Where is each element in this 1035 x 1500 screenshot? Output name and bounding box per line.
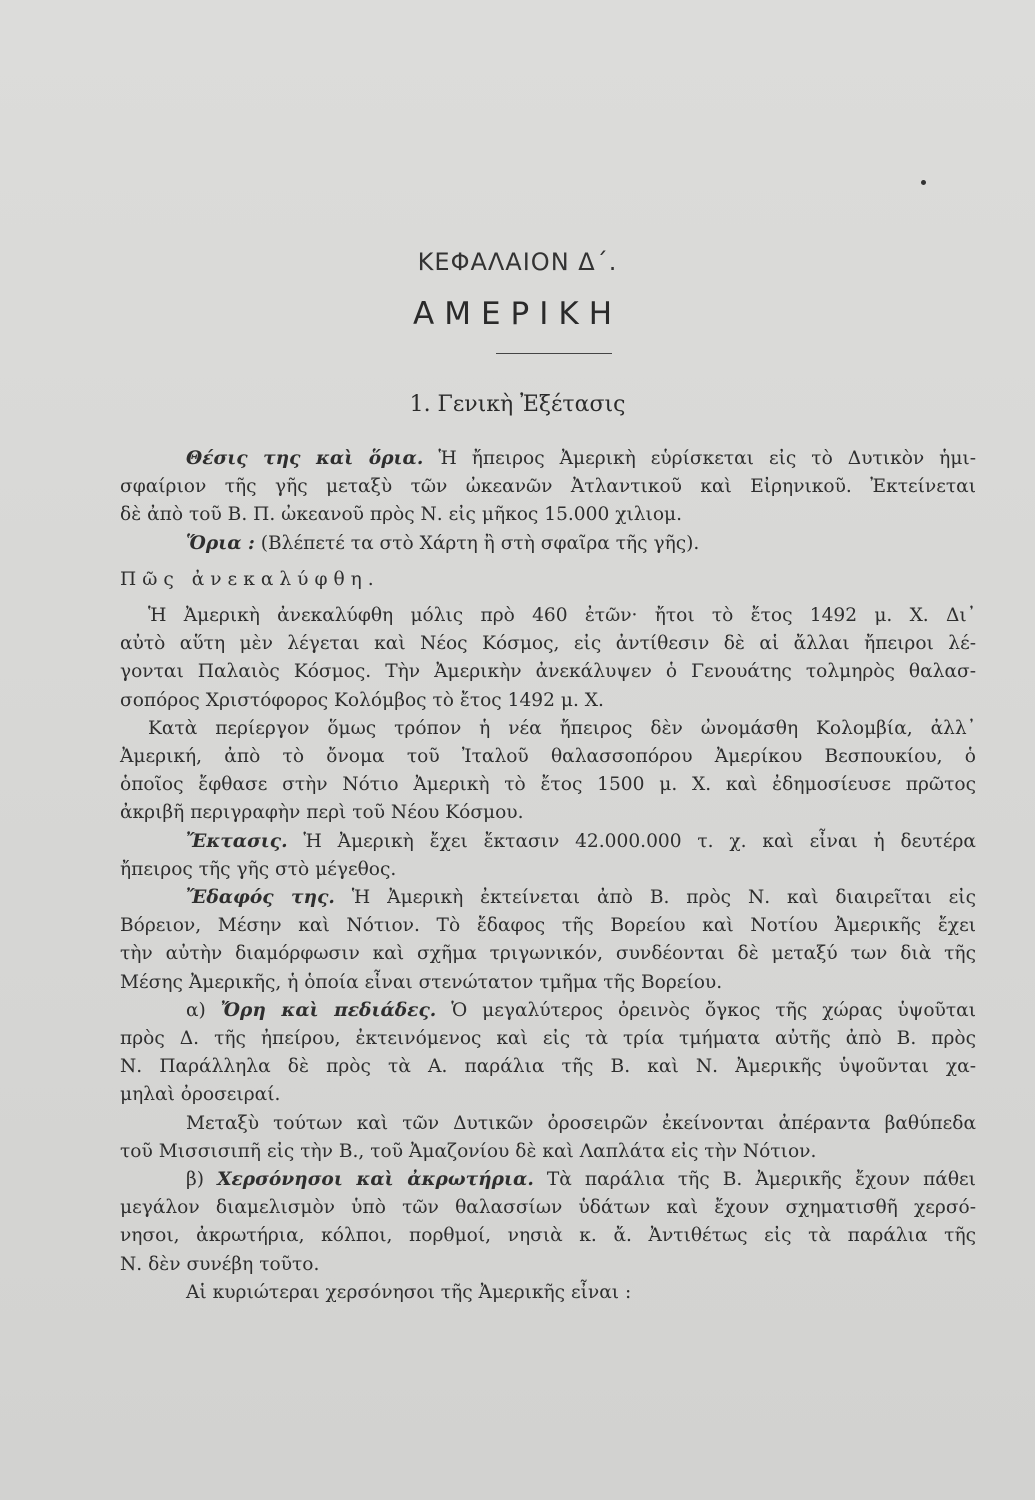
text-line: μεγάλον διαμελισμὸν ὑπὸ τῶν θαλασσίων ὑδάτων καὶ ἔχουν σχηματισθῆ χερσό- <box>120 1197 976 1219</box>
list-marker: β) <box>186 1169 205 1191</box>
paragraph-mountains <box>120 997 976 1025</box>
text-line: σοπόρος Χριστόφορος Κολόμβος τὸ ἔτος 1492 μ. Χ. <box>120 689 604 711</box>
text-line: Ἀμερική, ἀπὸ τὸ ὄνομα τοῦ Ἰταλοῦ θαλασσοπόρου Ἀμερίκου Βεσπουκίου, ὁ <box>120 746 976 768</box>
text-line: Αἱ κυριώτεραι χερσόνησοι τῆς Ἀμερικῆς εἶναι : <box>186 1281 632 1303</box>
run-in-heading: Θέσις της καὶ ὅρια. <box>186 448 424 469</box>
list-marker: α) <box>186 999 206 1021</box>
text-line: Μεταξὺ τούτων καὶ τῶν Δυτικῶν ὀροσειρῶν ἐκείνονται ἀπέραντα βαθύπεδα <box>186 1112 976 1134</box>
chapter-heading: ΚΕΦΑΛΑΙΟΝ Δ΄. <box>417 248 618 276</box>
paragraph-borders <box>120 530 976 558</box>
paragraph-position <box>120 445 976 473</box>
text-line: (Βλέπετέ τα στὸ Χάρτη ἢ στὴ σφαῖρα τῆς γῆς). <box>260 532 700 554</box>
body-text <box>120 445 976 1307</box>
text-line: ἤπειρος τῆς γῆς στὸ μέγεθος. <box>120 858 397 880</box>
text-line: τοῦ Μισσισιπῆ εἰς τὴν Β., τοῦ Ἀμαζονίου δὲ καὶ Λαπλάτα εἰς τὴν Νότιον. <box>120 1140 817 1162</box>
text-line: ἀκριβῆ περιγραφὴν περὶ τοῦ Νέου Κόσμου. <box>120 802 524 824</box>
text-line: Ἡ Ἀμερικὴ ἐκτείνεται ἀπὸ Β. πρὸς Ν. καὶ διαιρεῖται εἰς <box>351 887 976 909</box>
run-in-heading: Ὅρια : <box>186 532 255 554</box>
run-in-heading: Ὄρη καὶ πεδιάδες. <box>220 999 437 1021</box>
text-line: Κατὰ περίεργον ὅμως τρόπον ἡ νέα ἤπειρος δὲν ὠνομάσθη Κολομβία, ἀλλ᾿ <box>148 717 976 739</box>
text-line: Ἡ Ἀμερικὴ ἀνεκαλύφθη μόλις πρὸ 460 ἐτῶν· ἤτοι τὸ ἔτος 1492 μ. Χ. Δι᾿ <box>148 605 976 627</box>
text-line: Βόρειον, Μέσην καὶ Νότιον. Τὸ ἔδαφος τῆς Βορείου καὶ Νοτίου Ἀμερικῆς ἔχει <box>120 915 976 937</box>
subheading-discovery: Πῶς ἀνεκαλύφθη. <box>120 568 380 590</box>
section-heading: 1. Γενικὴ Ἐξέτασις <box>409 392 626 417</box>
run-in-heading: Χερσόνησοι καὶ ἀκρωτήρια. <box>217 1169 534 1191</box>
text-line: Ἡ Ἀμερικὴ ἔχει ἔκτασιν 42.000.000 τ. χ. καὶ εἶναι ἡ δευτέρα <box>303 830 976 852</box>
text-line: νησοι, ἀκρωτήρια, κόλποι, πορθμοί, νησιὰ κ. ἄ. Ἀντιθέτως εἰς τὰ παράλια τῆς <box>120 1225 976 1247</box>
text-line: Ὁ μεγαλύτερος ὀρεινὸς ὄγκος τῆς χώρας ὑψοῦται <box>451 999 976 1021</box>
text-line: τὴν αὐτὴν διαμόρφωσιν καὶ σχῆμα τριγωνικόν, συνδέονται δὲ μεταξύ των διὰ τῆς <box>120 943 976 965</box>
paragraph-area <box>120 828 976 856</box>
text-line: αὐτὸ αὕτη μὲν λέγεται καὶ Νέος Κόσμος, εἰς ἀντίθεσιν δὲ αἱ ἄλλαι ἤπειροι λέ- <box>120 633 976 655</box>
text-line: Τὰ παράλια τῆς Β. Ἀμερικῆς ἔχουν πάθει <box>546 1169 976 1191</box>
paragraph-peninsulas <box>120 1166 976 1194</box>
page-title: ΑΜΕΡΙΚΗ <box>412 296 622 332</box>
text-line: Ν. Παράλληλα δὲ πρὸς τὰ Α. παράλια τῆς Β. καὶ Ν. Ἀμερικῆς ὑψοῦνται χα- <box>120 1056 976 1078</box>
title-divider <box>496 353 612 354</box>
paper-speck <box>921 180 926 185</box>
run-in-heading: Ἔκτασις. <box>186 830 288 852</box>
run-in-heading: Ἔδαφός της. <box>186 887 335 909</box>
text-line: μηλαὶ ὀροσειραί. <box>120 1084 281 1106</box>
text-line: Ν. δὲν συνέβη τοῦτο. <box>120 1253 320 1275</box>
text-line: σφαίριον τῆς γῆς μεταξὺ τῶν ὠκεανῶν Ἀτλαντικοῦ καὶ Εἰρηνικοῦ. Ἐκτείνεται <box>120 476 976 498</box>
text-line: ὁποῖος ἔφθασε στὴν Νότιο Ἀμερικὴ τὸ ἔτος 1500 μ. Χ. καὶ ἐδημοσίευσε πρῶτος <box>120 774 976 796</box>
paragraph-terrain <box>120 884 976 912</box>
text-line: Ἡ ἤπειρος Ἀμερικὴ εὑρίσκεται εἰς τὸ Δυτικὸν ἡμι- <box>438 448 976 469</box>
text-line: γονται Παλαιὸς Κόσμος. Τὴν Ἀμερικὴν ἀνεκάλυψεν ὁ Γενουάτης τολμηρὸς θαλασ- <box>120 661 976 683</box>
text-line: δὲ ἀπὸ τοῦ Β. Π. ὠκεανοῦ πρὸς Ν. εἰς μῆκος 15.000 χιλιομ. <box>120 504 683 526</box>
text-line: Μέσης Ἀμερικῆς, ἡ ὁποία εἶναι στενώτατον τμῆμα τῆς Βορείου. <box>120 971 723 993</box>
text-line: πρὸς Δ. τῆς ἠπείρου, ἐκτεινόμενος καὶ εἰς τὰ τρία τμήματα αὐτῆς ἀπὸ Β. πρὸς <box>120 1028 976 1050</box>
